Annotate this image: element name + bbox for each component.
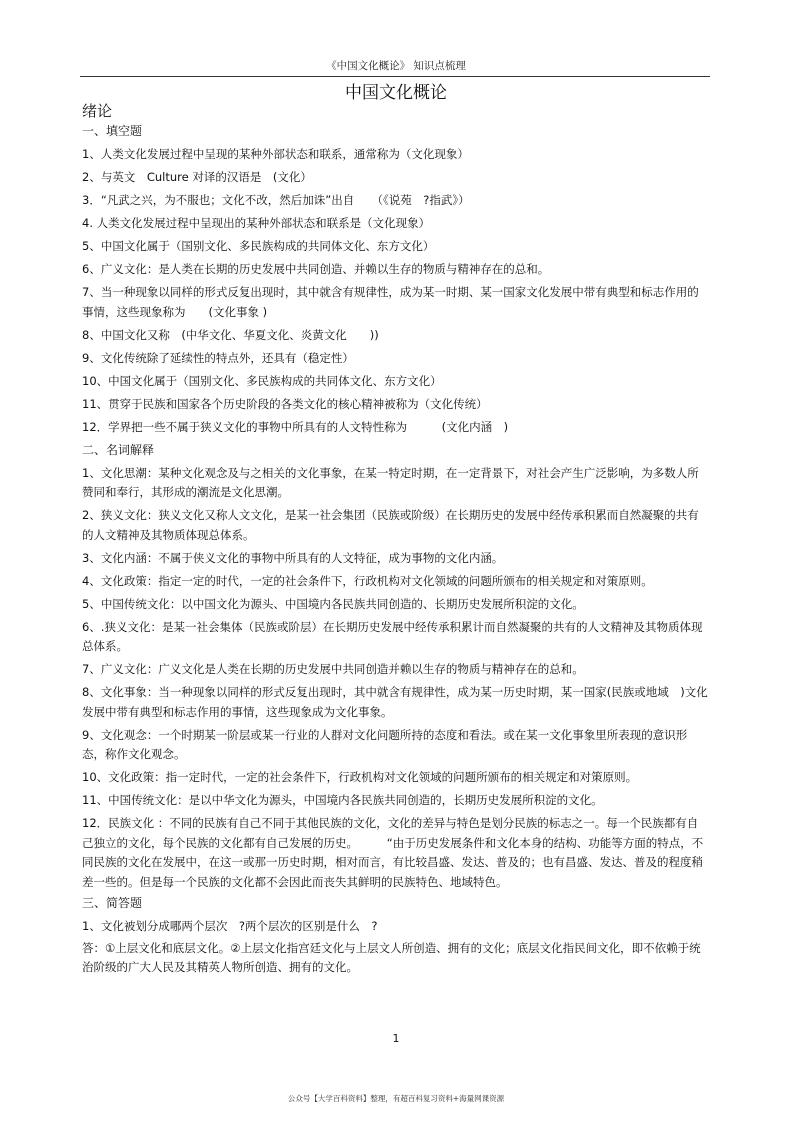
list-item: 1、人类文化发展过程中呈现的某种外部状态和联系，通常称为（文化现象） (82, 147, 469, 161)
list-item: 12．学界把一些不属于狭义文化的事物中所具有的人文特性称为 (文化内涵 ) (82, 419, 509, 434)
document-body (82, 100, 708, 980)
list-item: 6、.狭义文化：是某一社会集体（民族或阶层）在长期历史发展中经传承积累计而自然凝聚的共有的人文精神及其物质体现总体系。 (82, 619, 703, 653)
list-item: 4、文化政策：指定一定的时代，一定的社会条件下，行政机构对文化领域的问题所颁布的相关规定和对策原则。 (82, 573, 653, 588)
list-item: 5、中国文化属于（国别文化、多民族构成的共同体文化、东方文化） (82, 239, 435, 253)
section-heading: 三、简答题 (82, 896, 143, 910)
page-number: 1 (392, 1032, 400, 1045)
section-heading: 一、填空题 (82, 124, 143, 138)
section-short-answer (82, 894, 708, 978)
list-item: 8、文化事象：当一种现象以同样的形式反复出现时，其中就含有规律性，成为某一历史时期，某一国家(民族或地域 )文化发展中带有典型和标志作用的事情，这些现象成为文化事象。 (82, 685, 708, 719)
list-item: 5、中国传统文化：以中国文化为源头、中国境内各民族共同创造的、长期历史发展所积淀的文化。 (82, 596, 584, 611)
list-item: 2、狭义文化：狭义文化又称人文文化，是某一社会集团（民族或阶级）在长期历史的发展中经传承积累而自然凝聚的共有的人文精神及其物质体现总体系。 (82, 508, 699, 542)
list-item: 10、中国文化属于（国别文化、多民族构成的共同体文化、东方文化） (82, 373, 442, 388)
header-rule (80, 76, 710, 77)
list-item: 10、文化政策：指一定时代，一定的社会条件下，行政机构对文化领域的问题所颁布的相关规定和对策原则。 (82, 770, 638, 784)
list-item: 1、文化被划分成哪两个层次 ?两个层次的区别是什么 ? (82, 919, 378, 933)
list-item: 1、文化思潮：某种文化观念及与之相关的文化事象，在某一特定时期，在一定背景下，对社会产生广泛影响，为多数人所赞同和奉行，其形成的潮流是文化思潮。 (82, 465, 699, 499)
section-term-definitions (82, 441, 708, 893)
list-item: 答：①上层文化和底层文化。②上层文化指宫廷文化与上层文人所创造、拥有的文化；底层文化指民间文化，即不依赖于统治阶级的广大人民及其精英人物所创造、拥有的文化。 (82, 940, 701, 974)
list-item: 7、广义文化：广义文化是人类在长期的历史发展中共同创造并赖以生存的物质与精神存在的总和。 (82, 662, 584, 676)
footer-note: 公众号【大学百科资料】整理，有超百科复习资料+海量网课资源 (287, 1094, 505, 1103)
section-fill-in-blank (82, 122, 708, 437)
list-item: 6、广义文化：是人类在长期的历史发展中共同创造、并赖以生存的物质与精神存在的总和。 (82, 262, 550, 276)
list-item: 11、中国传统文化：是以中华文化为源头，中国境内各民族共同创造的，长期历史发展所积淀的文化。 (82, 793, 603, 807)
list-item: 9、文化传统除了延续性的特点外，还具有（稳定性） (82, 350, 354, 365)
document-title: 中国文化概论 (345, 83, 447, 103)
list-item: 7、当一种现象以同样的形式反复出现时，其中就含有规律性，成为某一时期、某一国家文化发展中带有典型和标志作用的事情，这些现象称为 (文化事象 ) (82, 285, 699, 319)
list-item: 11、贯穿于民族和国家各个历史阶段的各类文化的核心精神被称为（文化传统） (82, 396, 488, 411)
list-item: 2、与英文 Culture 对译的汉语是 (文化） (82, 170, 312, 184)
list-item: 8、中国文化又称 (中华文化、华夏文化、炎黄文化 )) (82, 327, 379, 342)
list-item: 3．“凡武之兴，为不服也；文化不改，然后加诛”出自 （《说苑 ?指武》） (82, 193, 470, 207)
list-item: 9、文化观念：一个时期某一阶层或某一行业的人群对文化问题所持的态度和看法。或在某一文化事象里所表现的意识形态，称作文化观念。 (82, 727, 688, 761)
running-header: 《中国文化概论》 知识点梳理 (326, 60, 466, 72)
chapter-heading: 绪论 (82, 102, 113, 120)
list-item: 4. 人类文化发展过程中呈现出的某种外部状态和联系是（文化现象） (82, 216, 431, 230)
list-item: 3、文化内涵：不属于侠义文化的事物中所具有的人文特征，成为事物的文化内涵。 (82, 550, 504, 565)
section-heading: 二、名词解释 (82, 442, 155, 457)
list-item: 12．民族文化 ：不同的民族有自己不同于其他民族的文化，文化的差异与特色是划分民族的标志之一。每一个民族都有自己独立的文化，每个民族的文化都有自己发展的历史。 “由于历史发展条件和文化本身的结构、功能等方面的特点，不同民族的文化在发展中，在这一或那一历史时期，相对而言，有比较昌盛、发达、普及的；也有昌盛、发达、普及的程度稍差一些的。但是每一个民族的文化都不会因此而丧失其鲜明的民族特色、地域特色。 (82, 816, 704, 889)
